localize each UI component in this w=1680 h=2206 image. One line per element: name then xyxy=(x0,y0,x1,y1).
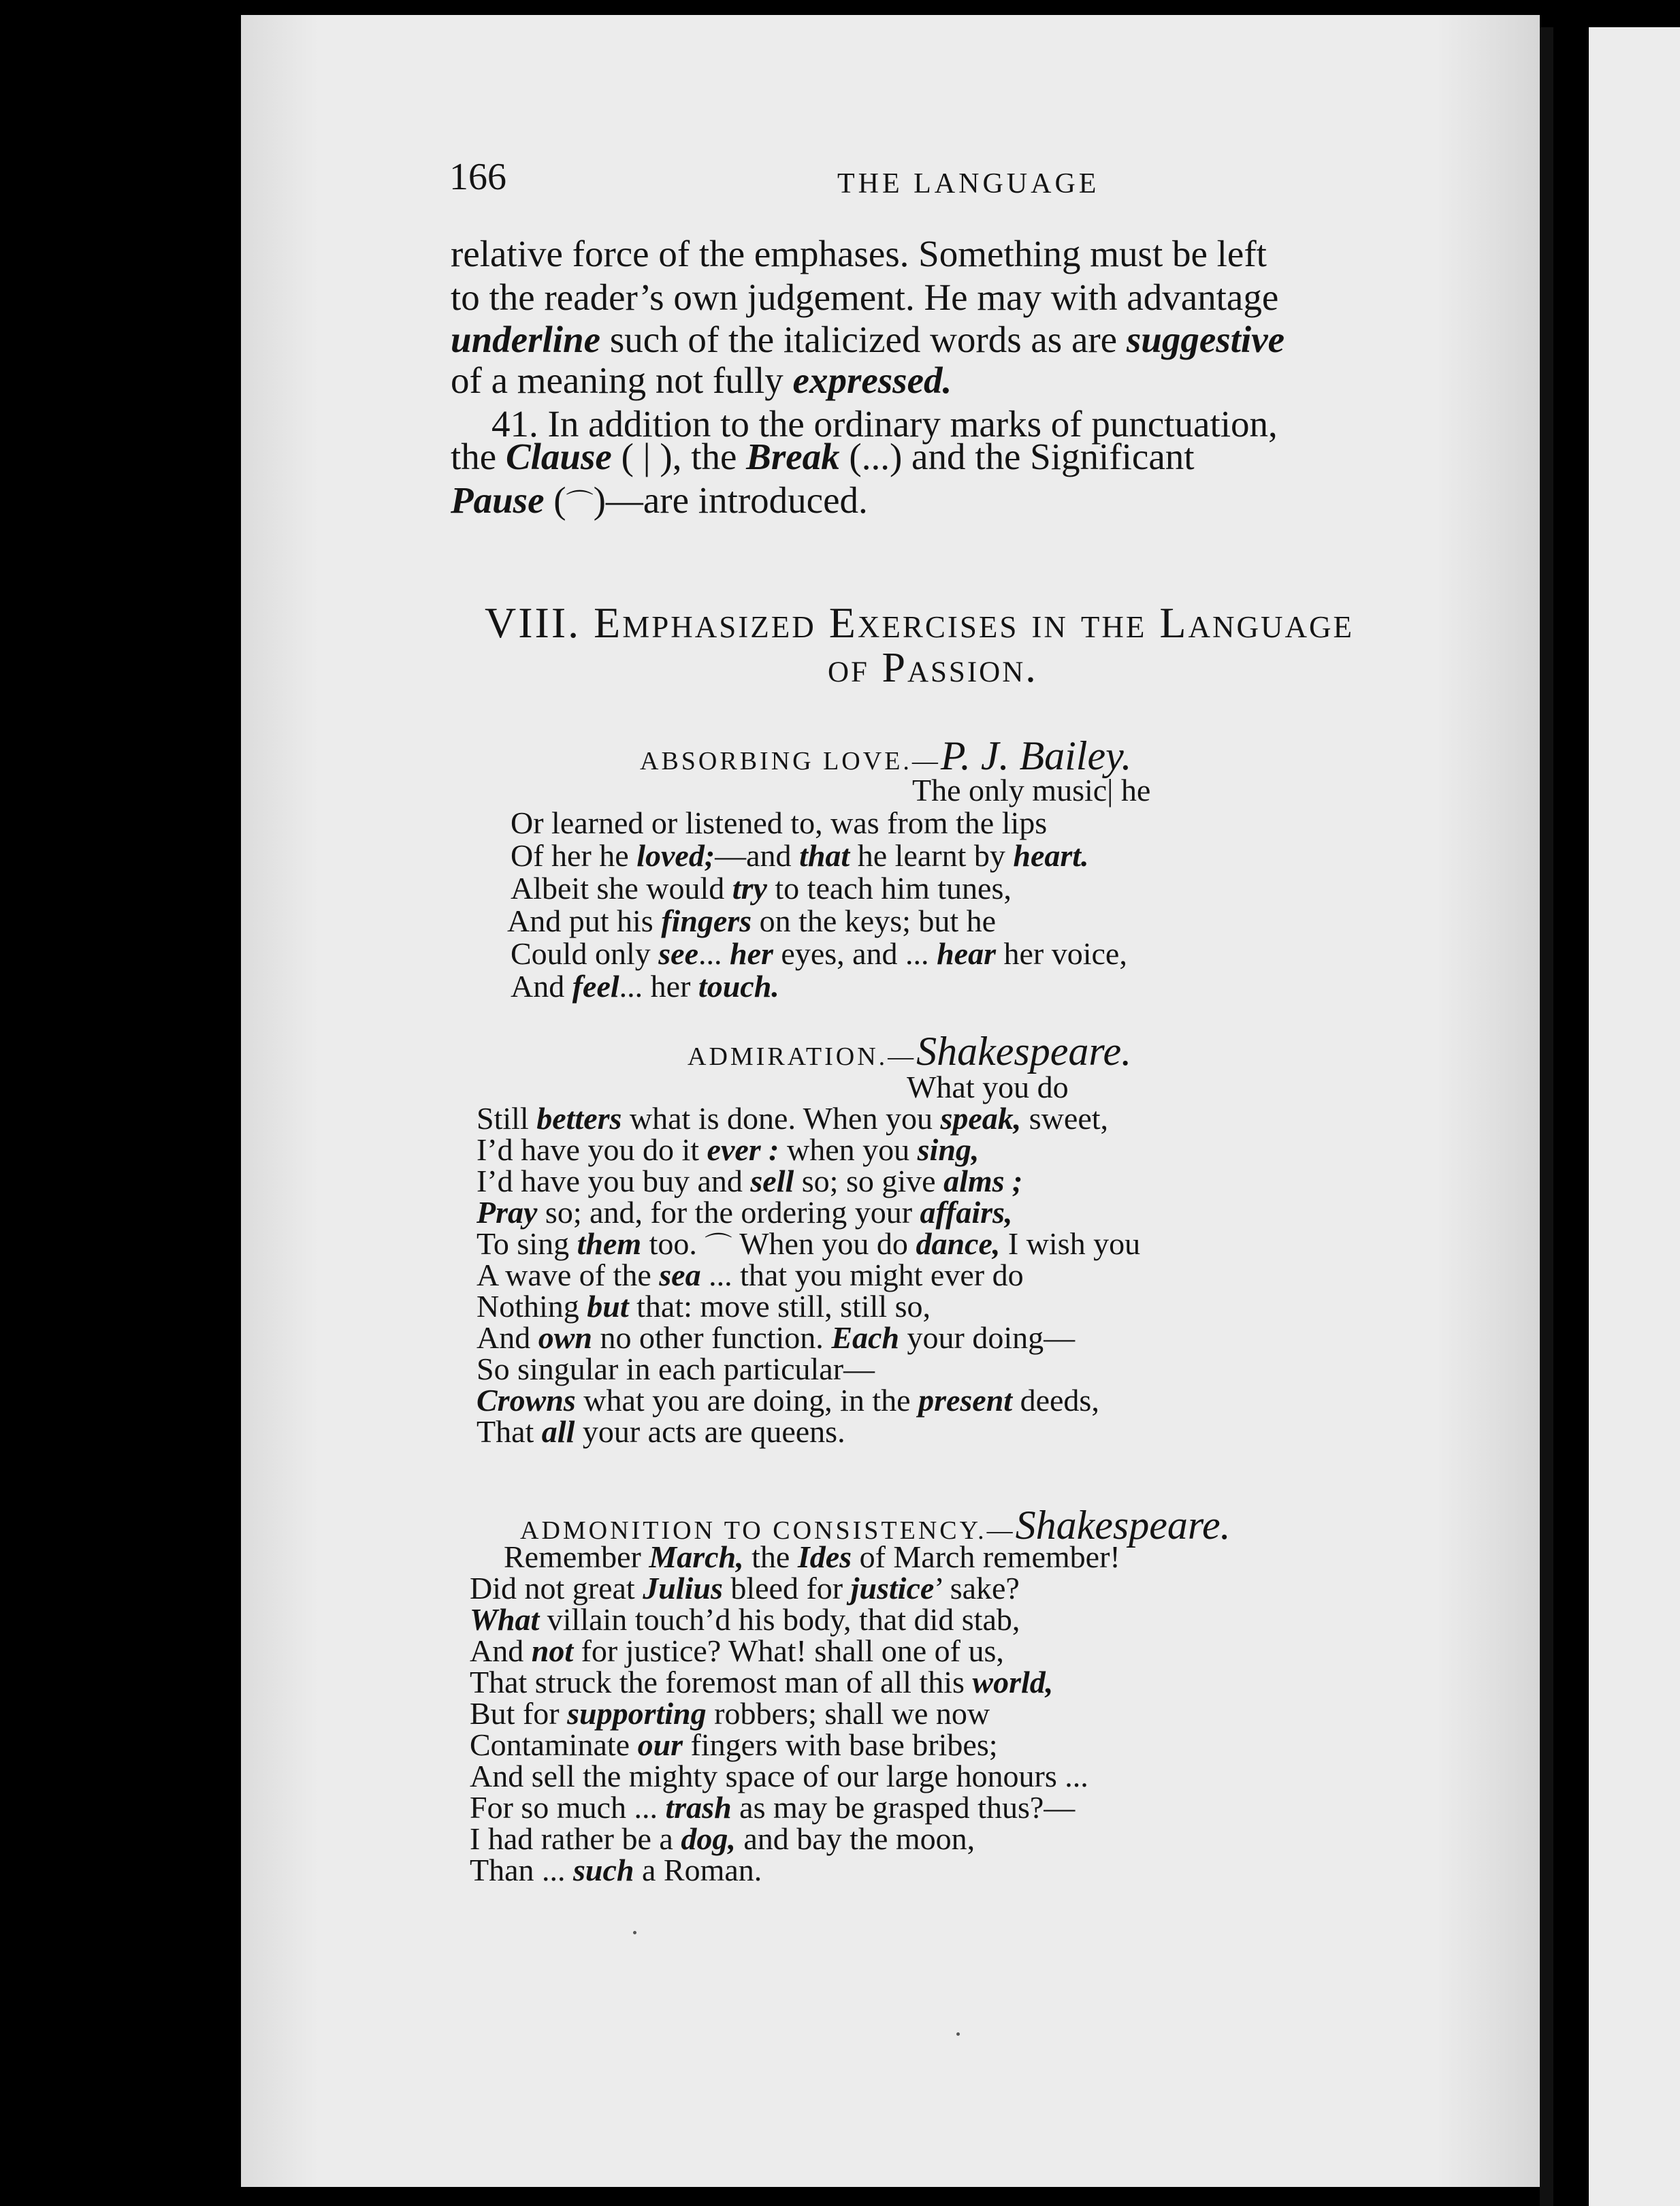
verse-text: Still xyxy=(476,1101,537,1136)
emphasis: Julius xyxy=(643,1571,723,1605)
poem-heading: ADMIRATION.—Shakespeare. xyxy=(688,1029,1132,1074)
verse-text: What you do xyxy=(907,1070,1069,1104)
verse-line xyxy=(470,1728,998,1762)
verse-line xyxy=(912,773,1150,808)
verse-text: no other function. xyxy=(592,1320,832,1355)
verse-text: That xyxy=(476,1414,542,1449)
verse-text: when you xyxy=(779,1132,918,1167)
emphasis: world, xyxy=(972,1665,1054,1699)
verse-text: Than ... xyxy=(470,1853,574,1887)
verse-text: on the keys; but he xyxy=(752,904,997,938)
verse-line xyxy=(470,1759,1088,1793)
emphasis: What xyxy=(470,1602,540,1637)
verse-text: your doing— xyxy=(899,1320,1076,1355)
emphasis: speak, xyxy=(940,1101,1022,1136)
verse-text: fingers with base bribes; xyxy=(683,1727,998,1762)
verse-text: And sell the mighty space of our large honours ... xyxy=(470,1759,1088,1793)
verse-text: Remember xyxy=(504,1539,649,1574)
emphasis: Ides xyxy=(797,1539,852,1574)
verse-text: eyes, and ... xyxy=(773,936,937,971)
poem-heading: ADMONITION TO CONSISTENCY.—Shakespeare. xyxy=(520,1503,1231,1548)
verse-line xyxy=(476,1415,845,1449)
verse-line xyxy=(470,1571,1020,1605)
verse-text: ... her xyxy=(619,969,698,1004)
emphasis: betters xyxy=(536,1101,622,1136)
section-title-line2: of Passion. xyxy=(828,645,1038,691)
verse-line xyxy=(504,1540,1120,1574)
emphasis: sea xyxy=(659,1258,701,1292)
verse-text: and bay the moon, xyxy=(735,1821,975,1856)
verse-text: to teach him tunes, xyxy=(766,871,1012,906)
emphasis: but xyxy=(587,1289,629,1324)
verse-line xyxy=(476,1258,1024,1292)
emphasis: trash xyxy=(665,1790,732,1825)
verse-text: of March remember! xyxy=(852,1539,1120,1574)
verse-text: the xyxy=(743,1539,798,1574)
verse-text: robbers; shall we now xyxy=(706,1696,990,1731)
body-line: relative force of the emphases. Something must be left xyxy=(451,233,1267,274)
body-line: underline such of the italicized words as are suggestive xyxy=(451,319,1285,360)
verse-text: ... that you might ever do xyxy=(700,1258,1024,1292)
emphasis: all xyxy=(541,1414,575,1449)
body-line: of a meaning not fully expressed. xyxy=(451,359,952,401)
emphasis: touch. xyxy=(698,969,779,1004)
emphasis: her xyxy=(730,936,773,971)
verse-text: sweet, xyxy=(1021,1101,1109,1136)
verse-text: ... xyxy=(698,936,730,971)
verse-text: I wish you xyxy=(1000,1226,1141,1261)
emphasis: affairs, xyxy=(920,1195,1013,1230)
emphasis: see xyxy=(658,936,698,971)
verse-line xyxy=(511,806,1047,840)
verse-line xyxy=(511,937,1127,971)
verse-line xyxy=(511,872,1012,906)
emphasis: try xyxy=(732,871,767,906)
verse-text: deeds, xyxy=(1012,1383,1099,1418)
verse-text: For so much ... xyxy=(470,1790,666,1825)
verse-text: her voice, xyxy=(995,936,1127,971)
page-gutter-shadow xyxy=(1540,27,1553,2206)
emphasis: dance, xyxy=(916,1226,1001,1261)
verse-line xyxy=(476,1196,1012,1230)
emphasis: such xyxy=(573,1853,634,1887)
verse-text: I’d have you do it xyxy=(476,1132,707,1167)
verse-text: for justice? What! shall one of us, xyxy=(573,1633,1004,1668)
verse-text: To sing xyxy=(476,1226,577,1261)
verse-line xyxy=(476,1290,931,1324)
body-line: 41. In addition to the ordinary marks of punctuation, xyxy=(491,403,1278,445)
verse-text: Or learned or listened to, was from the lips xyxy=(511,805,1048,840)
emphasis: heart. xyxy=(1013,838,1089,873)
verse-text: Could only xyxy=(511,936,659,971)
emphasis: feel xyxy=(572,969,619,1004)
verse-text: A wave of the xyxy=(476,1258,660,1292)
verse-text: so; and, for the ordering your xyxy=(537,1195,920,1230)
verse-line xyxy=(476,1164,1022,1198)
verse-text: So singular in each particular— xyxy=(476,1352,875,1386)
verse-text: what is done. When you xyxy=(621,1101,941,1136)
adjacent-page-edge xyxy=(1589,27,1680,2206)
verse-text: Albeit she would xyxy=(511,871,732,906)
page-speck xyxy=(956,2032,960,2036)
verse-text: that: move still, still so, xyxy=(628,1289,931,1324)
emphasis: sell xyxy=(750,1164,794,1198)
emphasis: our xyxy=(637,1727,683,1762)
page-number: 166 xyxy=(449,156,506,198)
body-line: the Clause ( | ), the Break (...) and the Significant xyxy=(451,436,1195,477)
verse-line xyxy=(476,1133,979,1167)
poem-heading: ABSORBING LOVE.—P. J. Bailey. xyxy=(640,733,1132,778)
verse-line xyxy=(470,1603,1020,1637)
verse-text: That struck the foremost man of all this xyxy=(470,1665,973,1699)
emphasis: supporting xyxy=(567,1696,707,1731)
verse-text: But for xyxy=(470,1696,568,1731)
verse-text: When you do xyxy=(732,1226,916,1261)
verse-text: I had rather be a xyxy=(470,1821,681,1856)
verse-text: —and xyxy=(715,838,800,873)
verse-line xyxy=(470,1791,1075,1825)
verse-text: And xyxy=(470,1633,532,1668)
verse-line xyxy=(470,1822,975,1856)
emphasis: dog, xyxy=(681,1821,736,1856)
verse-text: a Roman. xyxy=(634,1853,762,1887)
verse-line xyxy=(476,1102,1108,1136)
pause-mark-icon: ⌒ xyxy=(705,1231,732,1262)
emphasis: alms ; xyxy=(943,1164,1023,1198)
verse-text: Contaminate xyxy=(470,1727,638,1762)
verse-line xyxy=(507,904,996,938)
verse-text: I’d have you buy and xyxy=(476,1164,751,1198)
verse-text: ’ sake? xyxy=(934,1571,1020,1605)
emphasis: Crowns xyxy=(476,1383,576,1418)
verse-line xyxy=(470,1665,1053,1699)
verse-text: so; so give xyxy=(794,1164,944,1198)
verse-text: what you are doing, in the xyxy=(575,1383,919,1418)
verse-text: too. xyxy=(641,1226,705,1261)
emphasis: them xyxy=(577,1226,642,1261)
emphasis: justice xyxy=(850,1571,935,1605)
verse-text: bleed for xyxy=(722,1571,851,1605)
emphasis: own xyxy=(538,1320,592,1355)
emphasis: fingers xyxy=(661,904,752,938)
pause-mark-icon: ⌒ xyxy=(566,488,594,519)
verse-line xyxy=(476,1352,875,1386)
verse-text: villain touch’d his body, that did stab, xyxy=(539,1602,1020,1637)
body-line: Pause (⌒)—are introduced. xyxy=(451,479,868,521)
page-speck xyxy=(633,1931,636,1934)
verse-line xyxy=(470,1634,1004,1668)
running-title: THE LANGUAGE xyxy=(837,168,1100,199)
section-title: VIII. Emphasized Exercises in the Language xyxy=(485,598,1354,647)
verse-line xyxy=(476,1321,1075,1355)
verse-text: Nothing xyxy=(476,1289,587,1324)
emphasis: hear xyxy=(937,936,996,971)
verse-line xyxy=(511,970,779,1004)
verse-text: And xyxy=(476,1320,538,1355)
emphasis: present xyxy=(918,1383,1013,1418)
emphasis: sing, xyxy=(917,1132,980,1167)
emphasis: Pray xyxy=(476,1195,538,1230)
verse-text: The only music| he xyxy=(912,773,1151,808)
verse-text: And put his xyxy=(507,904,662,938)
verse-line xyxy=(907,1070,1069,1104)
verse-line xyxy=(511,839,1089,873)
verse-line xyxy=(470,1853,762,1887)
emphasis: loved; xyxy=(636,838,715,873)
emphasis: ever : xyxy=(707,1132,779,1167)
verse-text: Did not great xyxy=(470,1571,643,1605)
verse-line xyxy=(476,1384,1099,1418)
verse-text: as may be grasped thus?— xyxy=(731,1790,1076,1825)
emphasis: that xyxy=(799,838,850,873)
body-line: to the reader’s own judgement. He may with advantage xyxy=(451,276,1279,318)
verse-text: he learnt by xyxy=(850,838,1014,873)
verse-text: And xyxy=(511,969,572,1004)
verse-line xyxy=(470,1697,990,1731)
verse-text: your acts are queens. xyxy=(575,1414,845,1449)
verse-text: Of her he xyxy=(511,838,637,873)
emphasis: March, xyxy=(649,1539,744,1574)
emphasis: not xyxy=(531,1633,574,1668)
emphasis: Each xyxy=(831,1320,899,1355)
